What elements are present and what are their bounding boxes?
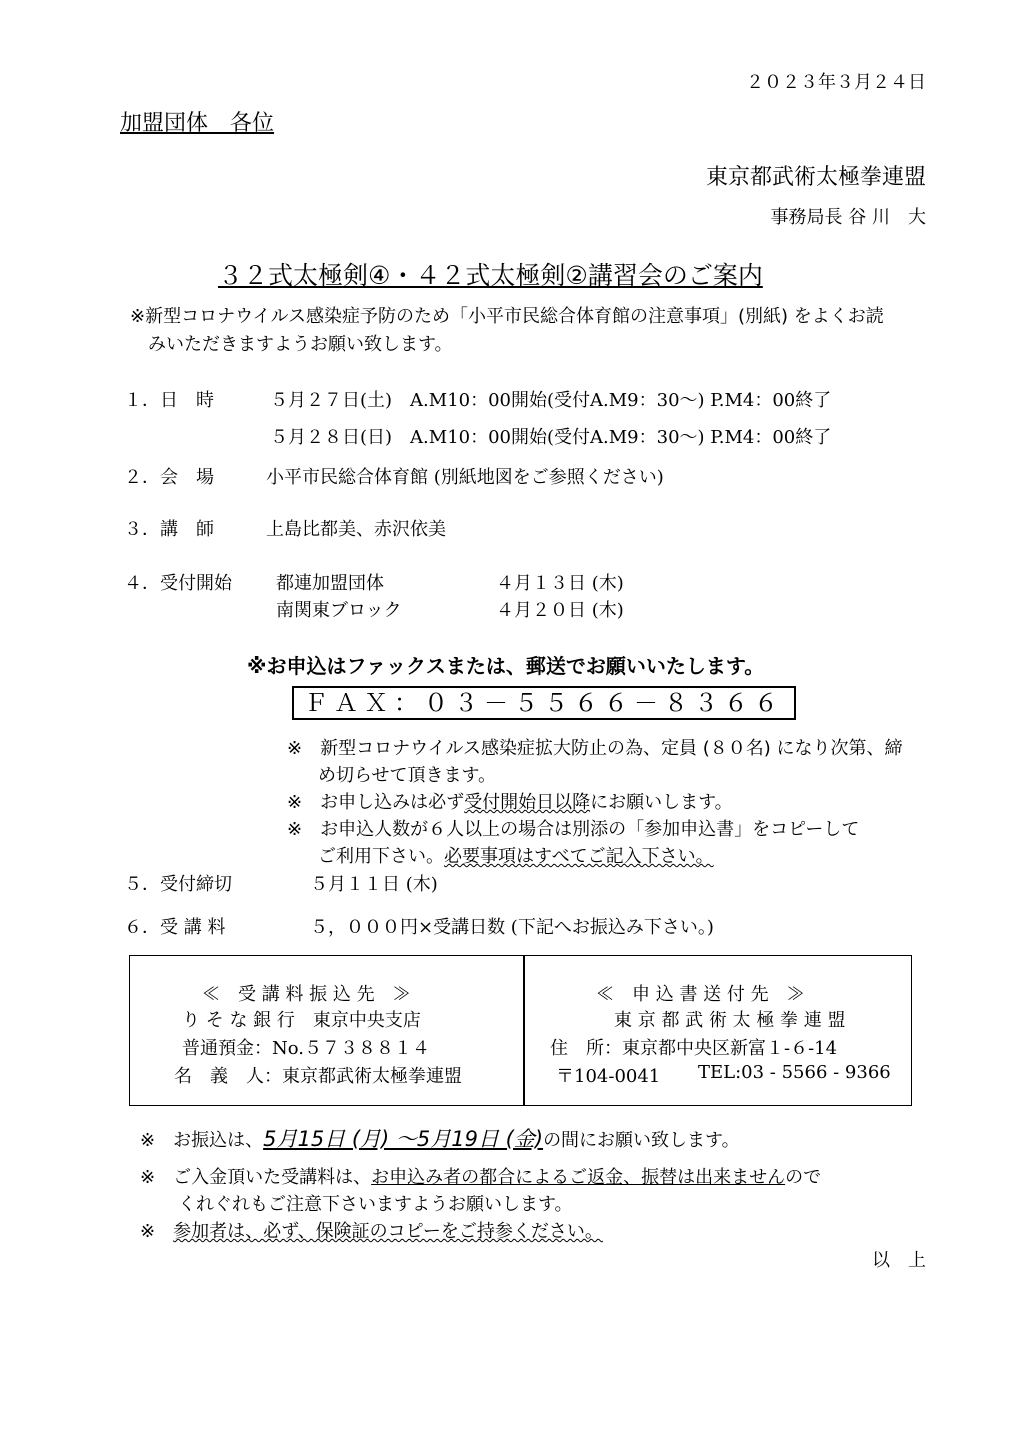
reception-date-1: ４月１３日 (木) bbox=[496, 573, 624, 594]
note-timing-prefix: ※ お申し込みは必ず bbox=[287, 792, 465, 813]
insurance-prefix: ※ bbox=[140, 1221, 174, 1242]
datetime-day-2: ５月２８日(日) A.M10：00開始(受付A.M9：30～) P.M4：00終了 bbox=[270, 427, 832, 448]
document-date: ２０２３年３月２４日 bbox=[746, 72, 926, 93]
payment-period-dates: 5月15日 (月) ～5月19日 (金) bbox=[263, 1127, 544, 1151]
sender-organization: 東京都武術太極拳連盟 bbox=[705, 165, 926, 190]
payment-heading: ≪ 受 講 料 振 込 先 ≫ bbox=[202, 984, 411, 1005]
insurance-note bbox=[140, 1217, 603, 1243]
refund-note-2: くれぐれもご注意下さいますようお願いします。 bbox=[178, 1194, 573, 1215]
note-capacity-1: ※ 新型コロナウイルス感染症拡大防止の為、定員 (８０名) になり次第、締 bbox=[287, 738, 903, 759]
note-timing-suffix: にお願いします。 bbox=[590, 792, 733, 813]
reception-group-1: 都連加盟団体 bbox=[276, 573, 384, 594]
payment-holder: 名 義 人：東京都武術太極拳連盟 bbox=[174, 1066, 462, 1087]
datetime-day-1: ５月２７日(土) A.M10：00開始(受付A.M9：30～) P.M4：00終了 bbox=[270, 390, 832, 411]
venue-label: ２．会 場 bbox=[124, 467, 214, 488]
notice-line-2: みいただきますようお願い致します。 bbox=[148, 334, 453, 355]
reception-group-2: 南関東ブロック bbox=[276, 600, 402, 621]
page-title: ３２式太極剣④・４２式太極剣②講習会のご案内 bbox=[218, 261, 763, 290]
mailing-org: 東 京 都 武 術 太 極 拳 連 盟 bbox=[614, 1010, 846, 1031]
mailing-heading: ≪ 申 込 書 送 付 先 ≫ bbox=[596, 984, 805, 1005]
payment-bank: り そ な 銀 行 東京中央支店 bbox=[182, 1010, 421, 1031]
note-timing-emphasis: 受付開始日以降 bbox=[464, 792, 591, 813]
instructor-value: 上島比都美、赤沢依美 bbox=[266, 519, 446, 540]
notice-line-1: ※新型コロナウイルス感染症予防のため「小平市民総合体育館の注意事項」(別紙) をよくお読 bbox=[130, 306, 884, 327]
deadline-value: ５月１１日 (木) bbox=[310, 874, 438, 895]
datetime-label: １．日 時 bbox=[124, 390, 214, 411]
note-group-size-1: ※ お申込人数が６人以上の場合は別添の「参加申込書」をコピーして bbox=[287, 819, 860, 840]
insurance-emphasis: 参加者は、必ず、保険証のコピーをご持参ください。 bbox=[173, 1221, 603, 1242]
payment-info-table bbox=[129, 955, 912, 1106]
fee-value: ５，０００円×受講日数 (下記へお振込み下さい。) bbox=[310, 917, 714, 938]
apply-notice: ※お申込はファックスまたは、郵送でお願いいたします。 bbox=[247, 654, 765, 678]
refund-emphasis: お申込み者の都合によるご返金、振替は出来ません bbox=[371, 1167, 786, 1188]
sender-name: 事務局長 谷 川 大 bbox=[770, 207, 926, 228]
fee-label: ６．受 講 料 bbox=[124, 917, 226, 938]
payment-period-note bbox=[140, 1123, 740, 1153]
instructor-label: ３．講 師 bbox=[124, 519, 214, 540]
deadline-label: ５．受付締切 bbox=[124, 874, 232, 895]
payment-account: 普通預金：No.５７３８８１４ bbox=[182, 1038, 430, 1059]
payment-period-suffix: の間にお願い致します。 bbox=[543, 1130, 740, 1151]
mailing-address: 住 所：東京都中央区新富１-６-14 bbox=[550, 1038, 838, 1059]
refund-note-1 bbox=[140, 1163, 821, 1189]
mailing-tel: TEL:03 - 5566 - 9366 bbox=[698, 1062, 891, 1083]
closing-mark: 以 上 bbox=[872, 1250, 926, 1271]
reception-label: ４．受付開始 bbox=[124, 573, 232, 594]
refund-prefix: ※ ご入金頂いた受講料は、 bbox=[140, 1167, 372, 1188]
note-capacity-2: め切らせて頂きます。 bbox=[318, 765, 497, 786]
note-group-size-2 bbox=[318, 842, 714, 868]
refund-suffix: ので bbox=[785, 1167, 822, 1188]
note-group-size-emphasis: 必要事項はすべてご記入下さい。 bbox=[444, 846, 714, 867]
reception-date-2: ４月２０日 (木) bbox=[496, 600, 624, 621]
fax-number-box: ＦＡＸ：０３－５５６６－８３６６ bbox=[292, 686, 796, 720]
mailing-postal: 〒104-0041 bbox=[556, 1066, 661, 1087]
payment-period-prefix: ※ お振込は、 bbox=[140, 1130, 264, 1151]
note-group-size-prefix: ご利用下さい。 bbox=[318, 846, 444, 867]
note-timing bbox=[287, 788, 733, 814]
table-divider bbox=[523, 956, 525, 1105]
venue-value: 小平市民総合体育館 (別紙地図をご参照ください) bbox=[266, 467, 664, 488]
recipient: 加盟団体 各位 bbox=[120, 111, 275, 136]
